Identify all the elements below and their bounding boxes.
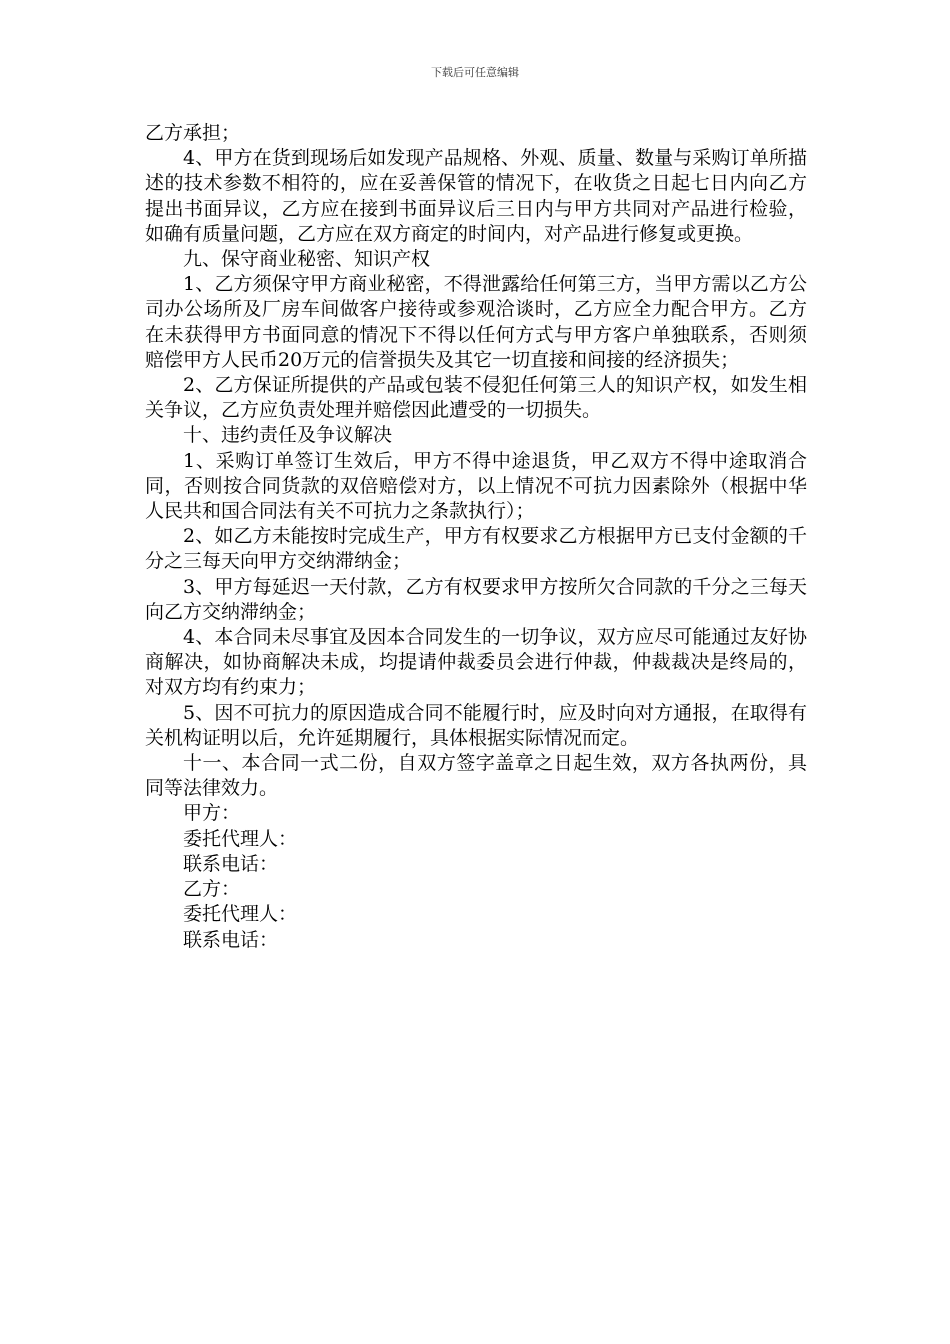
party-b-phone-label: 联系电话： xyxy=(183,928,279,951)
party-a-label: 甲方： xyxy=(183,802,241,825)
section-11: 十一、本合同一式二份，自双方签字盖章之日起生效，双方各执两份，具同等法律效力。 xyxy=(145,752,807,800)
clause-10-5: 5、因不可抗力的原因造成合同不能履行时，应及时向对方通报，在取得有关机构证明以后，允许延期履行，具体根据实际情况而定。 xyxy=(145,701,807,749)
clause-10-2: 2、如乙方未能按时完成生产，甲方有权要求乙方根据甲方已支付金额的千分之三每天向甲方交纳滞纳金； xyxy=(145,525,807,573)
clause-9-2: 2、乙方保证所提供的产品或包装不侵犯任何第三人的知识产权，如发生相关争议，乙方应负责处理并赔偿因此遭受的一切损失。 xyxy=(145,374,807,422)
page-header: 下载后可任意编辑 xyxy=(431,66,519,79)
clause-10-1: 1、采购订单签订生效后，甲方不得中途退货，甲乙双方不得中途取消合同，否则按合同货款的双倍赔偿对方，以上情况不可抗力因素除外（根据中华人民共和国合同法有关不可抗力之条款执行）； xyxy=(145,449,807,523)
clause-10-4: 4、本合同未尽事宜及因本合同发生的一切争议，双方应尽可能通过友好协商解决，如协商解决未成，均提请仲裁委员会进行仲裁，仲裁裁决是终局的，对双方均有约束力； xyxy=(145,626,807,699)
clause-9-1: 1、乙方须保守甲方商业秘密，不得泄露给任何第三方，当甲方需以乙方公司办公场所及厂房车间做客户接待或参观洽谈时，乙方应全力配合甲方。乙方在未获得甲方书面同意的情况下不得以任何方式与甲方客户单独联系，否则须赔偿甲方人民币20万元的信誉损失及其它一切直接和间接的经济损失； xyxy=(145,273,807,371)
party-a-agent-label: 委托代理人： xyxy=(183,827,298,850)
clause-8-4: 4、甲方在货到现场后如发现产品规格、外观、质量、数量与采购订单所描述的技术参数不相符的，应在妥善保管的情况下，在收货之日起七日内向乙方提出书面异议，乙方应在接到书面异议后三日内与甲方共同对产品进行检验，如确有质量问题，乙方应在双方商定的时间内，对产品进行修复或更换。 xyxy=(145,147,807,245)
section-heading-10: 十、违约责任及争议解决 xyxy=(183,424,393,447)
clause-10-3: 3、甲方每延迟一天付款，乙方有权要求甲方按所欠合同款的千分之三每天向乙方交纳滞纳金； xyxy=(145,575,807,623)
party-b-label: 乙方： xyxy=(183,878,241,901)
document-body xyxy=(145,121,807,953)
party-b-agent-label: 委托代理人： xyxy=(183,903,298,926)
party-a-phone-label: 联系电话： xyxy=(183,852,279,875)
section-heading-9: 九、保守商业秘密、知识产权 xyxy=(183,248,431,271)
paragraph-continuation: 乙方承担； xyxy=(145,122,241,144)
